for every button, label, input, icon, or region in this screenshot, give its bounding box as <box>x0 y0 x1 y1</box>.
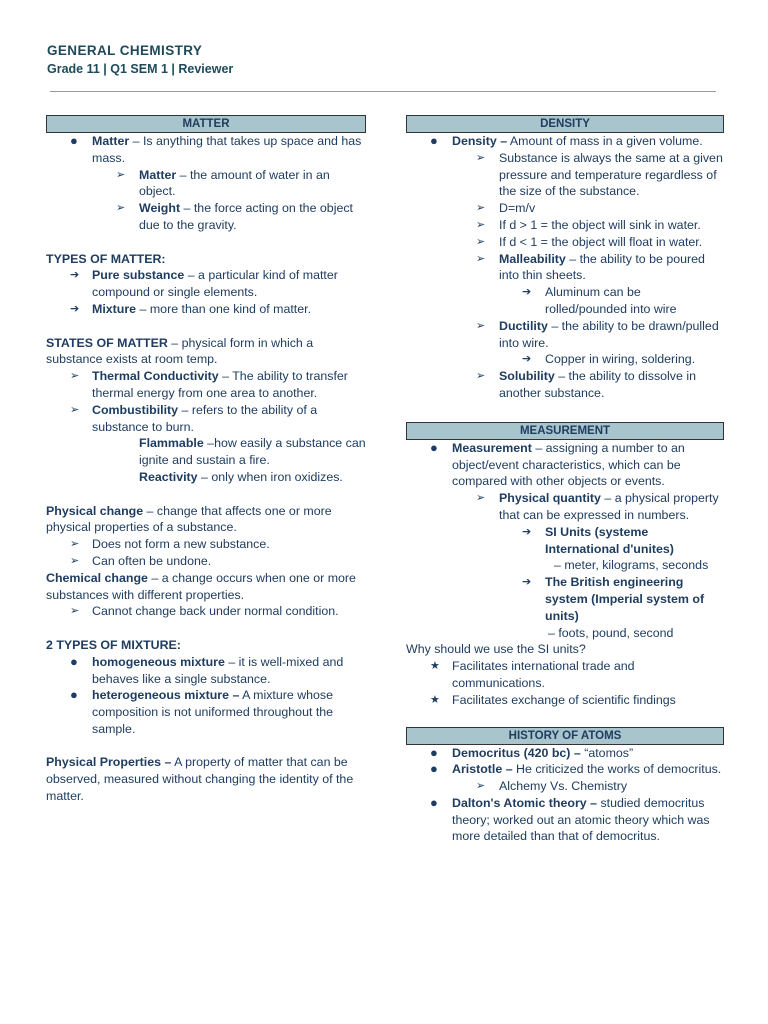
density-heading: DENSITY <box>406 115 724 133</box>
states-reactivity: Reactivity – only when iron oxidizes. <box>139 469 343 484</box>
star-marker: ★ <box>430 693 440 706</box>
document-subtitle: Grade 11 | Q1 SEM 1 | Reviewer <box>47 62 234 76</box>
right-arrow-marker: ➔ <box>522 353 532 366</box>
arrow-marker: ➢ <box>476 235 486 248</box>
star-marker: ★ <box>430 660 440 673</box>
physical-change-item: ➢ Does not form a new substance. <box>70 537 270 552</box>
types-mixture: ➔ Mixture – more than one kind of matter. <box>70 301 312 316</box>
measurement-heading: MEASUREMENT <box>406 422 724 440</box>
arrow-marker: ➢ <box>476 492 486 505</box>
arrow-marker: ➢ <box>116 168 126 181</box>
measurement-british-system: ➔ The British engineering system (Imperial system of units) <box>522 575 705 623</box>
measurement-reason: ★ Facilitates exchange of scientific findings <box>430 692 676 707</box>
arrow-marker: ➢ <box>70 605 80 618</box>
header-divider <box>50 91 716 92</box>
states-combustibility: ➢ Combustibility – refers to the ability of a substance to burn. <box>70 402 318 434</box>
density-item: ➢ If d < 1 = the object will float in water. <box>476 234 703 249</box>
bullet-marker: ● <box>430 744 438 760</box>
types-pure-substance: ➔ Pure substance – a particular kind of matter compound or single elements. <box>70 268 338 300</box>
arrow-marker: ➢ <box>476 252 486 265</box>
arrow-marker: ➢ <box>70 538 80 551</box>
right-arrow-marker: ➔ <box>70 302 80 315</box>
arrow-marker: ➢ <box>476 319 486 332</box>
measurement-british-system-detail: – foots, pound, second <box>548 625 674 640</box>
density-definition: ● Density – Amount of mass in a given volume. <box>430 133 703 148</box>
arrow-marker: ➢ <box>116 202 126 215</box>
states-flammable: Flammable –how easily a substance can ignite and sustain a fire. <box>139 436 366 468</box>
bullet-marker: ● <box>430 133 438 148</box>
atoms-democritus: ● Democritus (420 bc) – “atomos” <box>430 744 634 760</box>
types-heading: TYPES OF MATTER: <box>46 251 166 266</box>
density-malleability-example: ➔ Aluminum can be rolled/pounded into wire <box>522 285 677 316</box>
physical-change-definition: Physical change – change that affects one or more physical properties of a substance. <box>46 503 332 535</box>
density-item: ➢ D=m/v <box>476 201 536 216</box>
measurement-why-question: Why should we use the SI units? <box>406 642 586 657</box>
states-thermal-conductivity: ➢ Thermal Conductivity – The ability to transfer thermal energy from one area to another. <box>70 369 348 400</box>
right-arrow-marker: ➔ <box>70 269 80 282</box>
density-solubility: ➢ Solubility – the ability to dissolve in another substance. <box>476 369 696 400</box>
arrow-marker: ➢ <box>70 403 80 416</box>
mixture-heading: 2 TYPES OF MIXTURE: <box>46 637 181 652</box>
bullet-marker: ● <box>70 687 78 703</box>
matter-sub-mass: ➢ Matter – the amount of water in an object. <box>116 167 330 199</box>
arrow-marker: ➢ <box>476 202 486 215</box>
arrow-marker: ➢ <box>476 151 486 164</box>
density-ductility-example: ➔ Copper in wiring, soldering. <box>522 352 696 367</box>
physical-properties-definition: Physical Properties – A property of matter that can be observed, measured without changing the identity of the matter. <box>46 755 354 804</box>
right-arrow-marker: ➔ <box>522 286 532 299</box>
history-of-atoms-heading: HISTORY OF ATOMS <box>406 727 724 745</box>
density-ductility: ➢ Ductility – the ability to be drawn/pulled into wire. <box>476 318 719 350</box>
atoms-dalton: ● Dalton's Atomic theory – studied democritus theory; worked out an atomic theory which was more detailed than that of democritus. <box>430 794 710 844</box>
matter-heading: MATTER <box>46 115 366 133</box>
right-column <box>406 115 724 845</box>
bullet-marker: ● <box>430 439 438 455</box>
atoms-alchemy: ➢ Alchemy Vs. Chemistry <box>476 779 628 794</box>
right-arrow-marker: ➔ <box>522 525 532 538</box>
states-definition: STATES OF MATTER – physical form in which a substance exists at room temp. <box>46 335 314 367</box>
arrow-marker: ➢ <box>70 554 80 567</box>
measurement-reason: ★ Facilitates international trade and communications. <box>430 659 635 690</box>
atoms-aristotle: ● Aristotle – He criticized the works of democritus. <box>430 761 722 777</box>
physical-change-item: ➢ Can often be undone. <box>70 553 212 568</box>
measurement-physical-quantity: ➢ Physical quantity – a physical property that can be expressed in numbers. <box>476 491 719 522</box>
chemical-change-definition: Chemical change – a change occurs when one or more substances with different properties. <box>46 570 356 602</box>
bullet-marker: ● <box>70 133 78 148</box>
density-item: ➢ Substance is always the same at a given pressure and temperature regardless of the size of the substance. <box>476 150 723 199</box>
matter-sub-weight: ➢ Weight – the force acting on the object due to the gravity. <box>116 201 353 232</box>
right-arrow-marker: ➔ <box>522 576 532 589</box>
matter-definition: ● Matter – Is anything that takes up space and has mass. <box>70 133 362 165</box>
left-column <box>46 115 366 805</box>
measurement-si-units-detail: – meter, kilograms, seconds <box>554 558 709 573</box>
bullet-marker: ● <box>70 653 78 669</box>
chemical-change-item: ➢ Cannot change back under normal condition. <box>70 604 339 619</box>
arrow-marker: ➢ <box>476 218 486 231</box>
mixture-homogeneous: ● homogeneous mixture – it is well-mixed and behaves like a single substance. <box>70 653 344 686</box>
bullet-marker: ● <box>430 761 438 777</box>
density-malleability: ➢ Malleability – the ability to be poured into thin sheets. <box>476 251 705 283</box>
density-item: ➢ If d > 1 = the object will sink in water. <box>476 217 701 232</box>
document-title: GENERAL CHEMISTRY <box>47 43 203 58</box>
arrow-marker: ➢ <box>70 370 80 383</box>
bullet-marker: ● <box>430 794 438 810</box>
measurement-si-units: ➔ SI Units (systeme International d'unites) <box>522 524 674 556</box>
mixture-heterogeneous: ● heterogeneous mixture – A mixture whose composition is not uniformed throughout the sample. <box>70 687 334 736</box>
arrow-marker: ➢ <box>476 780 486 793</box>
measurement-definition: ● Measurement – assigning a number to an object/event characteristics, which can be compared with other objects or events. <box>430 439 685 489</box>
arrow-marker: ➢ <box>476 370 486 383</box>
